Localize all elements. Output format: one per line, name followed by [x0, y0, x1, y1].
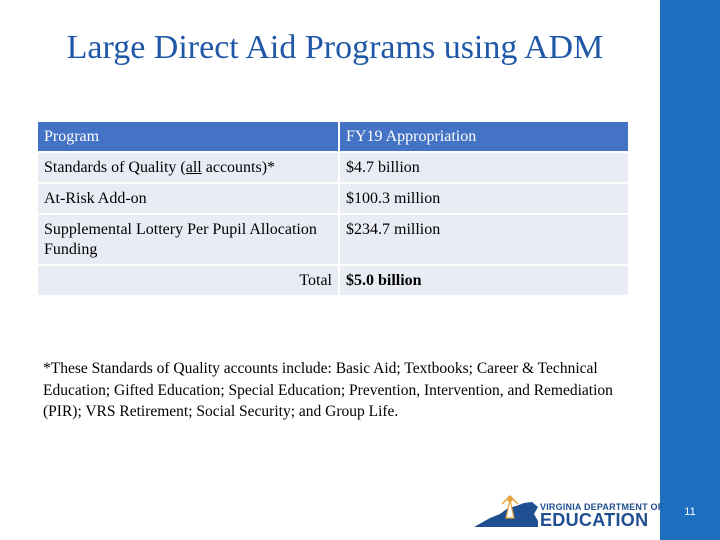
- appropriations-table: [36, 120, 630, 297]
- page-number: 11: [684, 506, 696, 518]
- program-text-start: Standards of Quality (: [44, 159, 186, 176]
- amount-cell: $100.3 million: [340, 184, 628, 213]
- program-text-end: accounts)*: [201, 159, 276, 176]
- vdoe-logo: [472, 494, 664, 530]
- program-cell: Supplemental Lottery Per Pupil Allocation Funding: [38, 215, 338, 264]
- logo-line2: EDUCATION: [540, 510, 649, 530]
- table-row: [38, 184, 628, 213]
- side-accent-bar: [660, 0, 720, 540]
- table-row: [38, 215, 628, 264]
- total-row: [38, 266, 628, 295]
- logo-line1: VIRGINIA DEPARTMENT OF: [540, 502, 664, 512]
- slide-title: Large Direct Aid Programs using ADM: [66, 29, 604, 66]
- header-program: Program: [38, 122, 338, 151]
- table-header-row: [38, 122, 628, 151]
- total-value: $5.0 billion: [340, 266, 628, 295]
- header-appropriation: FY19 Appropriation: [340, 122, 628, 151]
- amount-cell: $4.7 billion: [340, 153, 628, 182]
- footnote: *These Standards of Quality accounts include: Basic Aid; Textbooks; Career & Technical Education; Gifted Education; Special Education; Prevention, Intervention, and Remediation (PIR); VRS Retirement; Social Security; and Group Life.: [43, 360, 613, 420]
- table-row: [38, 153, 628, 182]
- program-cell: At-Risk Add-on: [38, 184, 338, 213]
- program-emphasis: all: [185, 159, 202, 176]
- amount-cell: $234.7 million: [340, 215, 628, 264]
- total-label: Total: [38, 266, 338, 295]
- virginia-state-icon: [472, 494, 542, 530]
- program-cell: [38, 153, 338, 182]
